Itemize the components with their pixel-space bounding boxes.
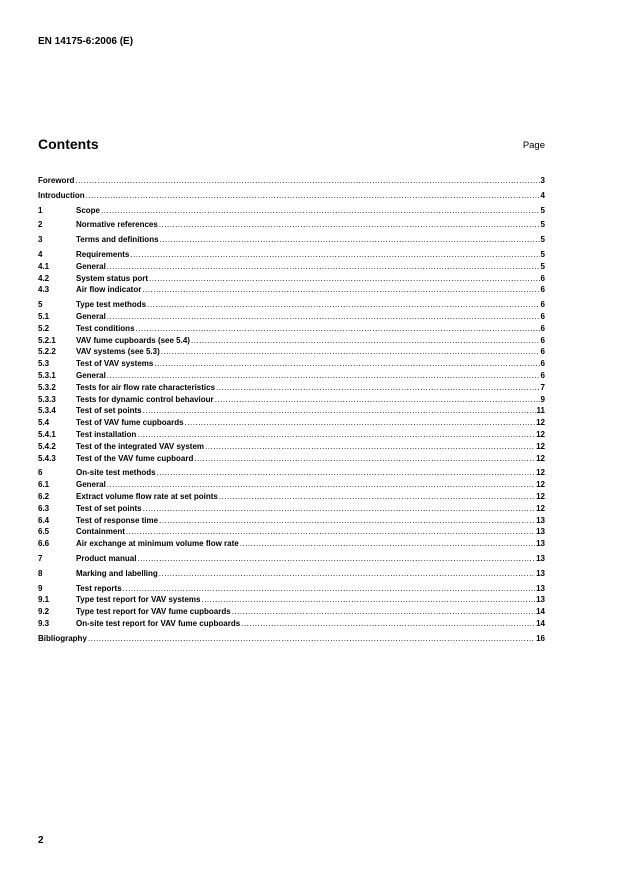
dot-leader xyxy=(216,382,540,394)
toc-entry-page: 14 xyxy=(536,618,545,628)
toc-entry-title: Containment xyxy=(76,527,125,537)
toc-entry-number: 5.2.2 xyxy=(38,347,56,357)
toc-entry[interactable] xyxy=(38,553,545,565)
toc-entry-number: 5.4.3 xyxy=(38,453,56,463)
toc-entry[interactable] xyxy=(38,526,545,538)
dot-leader xyxy=(143,503,535,515)
toc-entry-number: 6.6 xyxy=(38,539,50,549)
toc-entry-page: 6 xyxy=(540,285,545,295)
toc-entry[interactable] xyxy=(38,394,545,406)
toc-entry[interactable] xyxy=(38,299,545,311)
dot-leader xyxy=(147,299,539,311)
toc-entry-page: 6 xyxy=(540,323,545,333)
toc-entry[interactable] xyxy=(38,441,545,453)
toc-entry-page: 6 xyxy=(540,273,545,283)
toc-entry[interactable] xyxy=(38,190,545,202)
toc-entry[interactable] xyxy=(38,453,545,465)
toc-entry[interactable] xyxy=(38,467,545,479)
toc-entry-title: On-site test report for VAV fume cupboards xyxy=(76,618,241,628)
dot-leader xyxy=(159,219,540,231)
toc-entry-number: 5.4 xyxy=(38,418,50,428)
toc-entry-number: 5.4.2 xyxy=(38,441,56,451)
toc-entry-page: 12 xyxy=(536,480,545,490)
toc-entry[interactable] xyxy=(38,249,545,261)
toc-entry[interactable] xyxy=(38,594,545,606)
dot-leader xyxy=(126,526,535,538)
toc-entry-number: 4.3 xyxy=(38,285,50,295)
dot-leader xyxy=(241,618,535,630)
toc-entry-title: General xyxy=(76,370,106,380)
toc-entry-number: 5.3.2 xyxy=(38,382,56,392)
toc-entry-title: On-site test methods xyxy=(76,468,156,478)
dot-leader xyxy=(123,583,535,595)
dot-leader xyxy=(107,261,540,273)
toc-entry-title: VAV fume cupboards (see 5.4) xyxy=(76,335,190,345)
dot-leader xyxy=(107,479,535,491)
toc-entry-page: 12 xyxy=(536,503,545,513)
dot-leader xyxy=(159,515,535,527)
toc-entry-title: Requirements xyxy=(76,249,130,259)
toc-entry-page: 5 xyxy=(540,205,545,215)
toc-entry[interactable] xyxy=(38,358,545,370)
toc-entry-title: Introduction xyxy=(38,190,85,200)
toc-entry-title: Air exchange at minimum volume flow rate xyxy=(76,539,239,549)
dot-leader xyxy=(201,594,535,606)
toc-entry-number: 6.5 xyxy=(38,527,50,537)
toc-entry-number: 6.1 xyxy=(38,480,50,490)
toc-entry-title: Marking and labelling xyxy=(76,568,158,578)
toc-entry-number: 2 xyxy=(38,220,43,230)
toc-entry[interactable] xyxy=(38,205,545,217)
toc-entry-number: 5.3.1 xyxy=(38,370,56,380)
toc-entry-page: 3 xyxy=(540,176,545,185)
dot-leader xyxy=(136,323,540,335)
toc-entry-title: VAV systems (see 5.3) xyxy=(76,347,160,357)
toc-entry-title: General xyxy=(76,261,106,271)
dot-leader xyxy=(143,405,536,417)
toc-entry-page: 13 xyxy=(536,595,545,605)
toc-entry-title: Test of set points xyxy=(76,503,142,513)
dot-leader xyxy=(86,190,540,202)
toc-entry-page: 6 xyxy=(540,311,545,321)
dot-leader xyxy=(142,284,539,296)
toc-entry-title: Type test report for VAV fume cupboards xyxy=(76,607,231,617)
toc-entry[interactable] xyxy=(38,538,545,550)
toc-entry-number: 5.2.1 xyxy=(38,335,56,345)
toc-entry-number: 5.2 xyxy=(38,323,50,333)
toc-entry-number: 4.2 xyxy=(38,273,50,283)
toc-entry-title: Bibliography xyxy=(38,633,87,643)
toc-entry-title: Test conditions xyxy=(76,323,135,333)
toc-entry-page: 12 xyxy=(536,441,545,451)
page-number: 2 xyxy=(38,835,44,846)
dot-leader xyxy=(137,429,535,441)
toc-entry-title: Air flow indicator xyxy=(76,285,142,295)
toc-entry-title: Test of the integrated VAV system xyxy=(76,441,205,451)
toc-entry-page: 9 xyxy=(540,394,545,404)
toc-entry[interactable] xyxy=(38,311,545,323)
toc-entry-title: Terms and definitions xyxy=(76,235,159,245)
toc-entry-page: 16 xyxy=(536,633,545,643)
toc-entry-number: 6.3 xyxy=(38,503,50,513)
toc-entry-page: 13 xyxy=(536,568,545,578)
toc-entry-title: Foreword xyxy=(38,176,75,185)
toc-entry-title: Test of VAV systems xyxy=(76,359,154,369)
toc-entry-page: 12 xyxy=(536,418,545,428)
toc-entry-title: Test reports xyxy=(76,583,122,593)
toc-entry-title: System status port xyxy=(76,273,149,283)
dot-leader xyxy=(75,175,539,187)
toc-entry-number: 7 xyxy=(38,553,43,563)
dot-leader xyxy=(194,453,535,465)
toc-entry-title: Test of VAV fume cupboards xyxy=(76,418,184,428)
toc-entry-page: 7 xyxy=(540,382,545,392)
toc-entry-number: 6.2 xyxy=(38,491,50,501)
toc-entry-page: 13 xyxy=(536,553,545,563)
toc-entry[interactable] xyxy=(38,335,545,347)
toc-entry-title: Tests for dynamic control behaviour xyxy=(76,394,214,404)
toc-entry-title: Test of set points xyxy=(76,406,142,416)
dot-leader xyxy=(157,467,536,479)
dot-leader xyxy=(130,249,539,261)
toc-entry-page: 13 xyxy=(536,539,545,549)
toc-entry-title: Scope xyxy=(76,205,101,215)
toc-entry-page: 12 xyxy=(536,491,545,501)
toc-entry-page: 6 xyxy=(540,300,545,310)
dot-leader xyxy=(88,633,535,645)
toc-entry-number: 5.1 xyxy=(38,311,50,321)
dot-leader xyxy=(149,273,540,285)
toc-entry-title: Test of response time xyxy=(76,515,159,525)
toc-entry-number: 1 xyxy=(38,205,43,215)
toc-entry-number: 9.1 xyxy=(38,595,50,605)
toc-entry[interactable] xyxy=(38,219,545,231)
toc-entry-number: 6 xyxy=(38,468,43,478)
toc-entry-number: 8 xyxy=(38,568,43,578)
toc-entry-number: 5 xyxy=(38,300,43,310)
toc-entry[interactable] xyxy=(38,606,545,618)
toc-entry[interactable] xyxy=(38,405,545,417)
toc-entry-page: 5 xyxy=(540,261,545,271)
toc-entry[interactable] xyxy=(38,633,545,645)
toc-entry[interactable] xyxy=(38,261,545,273)
toc-entry-page: 5 xyxy=(540,220,545,230)
toc-entry-title: Type test report for VAV systems xyxy=(76,595,201,605)
toc-entry-page: 5 xyxy=(540,235,545,245)
toc-entry-number: 9.3 xyxy=(38,618,50,628)
document-id: EN 14175-6:2006 (E) xyxy=(38,36,134,47)
toc-entry-page: 13 xyxy=(536,527,545,537)
toc-entry[interactable] xyxy=(38,568,545,580)
toc-entry-number: 9.2 xyxy=(38,607,50,617)
toc-entry-number: 4 xyxy=(38,249,43,259)
toc-entry[interactable] xyxy=(38,175,545,187)
toc-entry-page: 13 xyxy=(536,583,545,593)
toc-entry-title: Normative references xyxy=(76,220,158,230)
toc-entry-number: 3 xyxy=(38,235,43,245)
toc-entry-page: 4 xyxy=(540,190,545,200)
toc-entry-page: 5 xyxy=(540,249,545,259)
toc-entry-number: 9 xyxy=(38,583,43,593)
dot-leader xyxy=(159,568,535,580)
toc-entry-page: 6 xyxy=(540,359,545,369)
dot-leader xyxy=(232,606,535,618)
dot-leader xyxy=(215,394,540,406)
dot-leader xyxy=(185,417,536,429)
toc-entry[interactable] xyxy=(38,370,545,382)
dot-leader xyxy=(107,370,540,382)
toc-entry-title: General xyxy=(76,311,106,321)
toc-entry[interactable] xyxy=(38,234,545,246)
toc-entry[interactable] xyxy=(38,284,545,296)
dot-leader xyxy=(191,335,540,347)
toc-entry[interactable] xyxy=(38,479,545,491)
toc-entry-title: Tests for air flow rate characteristics xyxy=(76,382,216,392)
toc-entry[interactable] xyxy=(38,273,545,285)
toc-entry[interactable] xyxy=(38,429,545,441)
toc-entry-title: General xyxy=(76,480,106,490)
toc-entry-page: 6 xyxy=(540,347,545,357)
dot-leader xyxy=(137,553,535,565)
dot-leader xyxy=(101,205,540,217)
toc-entry-page: 6 xyxy=(540,370,545,380)
toc-entry-page: 12 xyxy=(536,468,545,478)
toc-entry-page: 14 xyxy=(536,607,545,617)
toc-entry-number: 4.1 xyxy=(38,261,50,271)
dot-leader xyxy=(160,234,540,246)
dot-leader xyxy=(219,491,535,503)
dot-leader xyxy=(161,346,540,358)
toc-entry[interactable] xyxy=(38,346,545,358)
toc-entry-page: 11 xyxy=(536,406,545,416)
toc-entry-number: 5.3.3 xyxy=(38,394,56,404)
page-column-label: Page xyxy=(522,140,545,151)
dot-leader xyxy=(154,358,539,370)
toc-entry-page: 6 xyxy=(540,335,545,345)
toc-entry-number: 5.3.4 xyxy=(38,406,56,416)
toc-entry-title: Test of the VAV fume cupboard xyxy=(76,453,194,463)
toc-entry-title: Extract volume flow rate at set points xyxy=(76,491,218,501)
toc-entry[interactable] xyxy=(38,491,545,503)
toc-entry[interactable] xyxy=(38,417,545,429)
toc-entry-title: Product manual xyxy=(76,553,137,563)
toc-entry[interactable] xyxy=(38,382,545,394)
toc-entry[interactable] xyxy=(38,515,545,527)
dot-leader xyxy=(205,441,535,453)
toc-entry[interactable] xyxy=(38,583,545,595)
dot-leader xyxy=(107,311,540,323)
toc-entry-title: Type test methods xyxy=(76,300,147,310)
toc-entry-page: 12 xyxy=(536,453,545,463)
dot-leader xyxy=(240,538,535,550)
toc-entry-page: 13 xyxy=(536,515,545,525)
toc-entry-title: Test installation xyxy=(76,429,137,439)
toc-entry-number: 6.4 xyxy=(38,515,50,525)
toc-entry[interactable] xyxy=(38,618,545,630)
contents-heading: Contents xyxy=(38,136,99,152)
toc-entry-number: 5.4.1 xyxy=(38,429,56,439)
toc-entry-number: 5.3 xyxy=(38,359,50,369)
toc-entry-page: 12 xyxy=(536,429,545,439)
toc-entry[interactable] xyxy=(38,323,545,335)
toc-entry[interactable] xyxy=(38,503,545,515)
table-of-contents xyxy=(38,175,545,644)
